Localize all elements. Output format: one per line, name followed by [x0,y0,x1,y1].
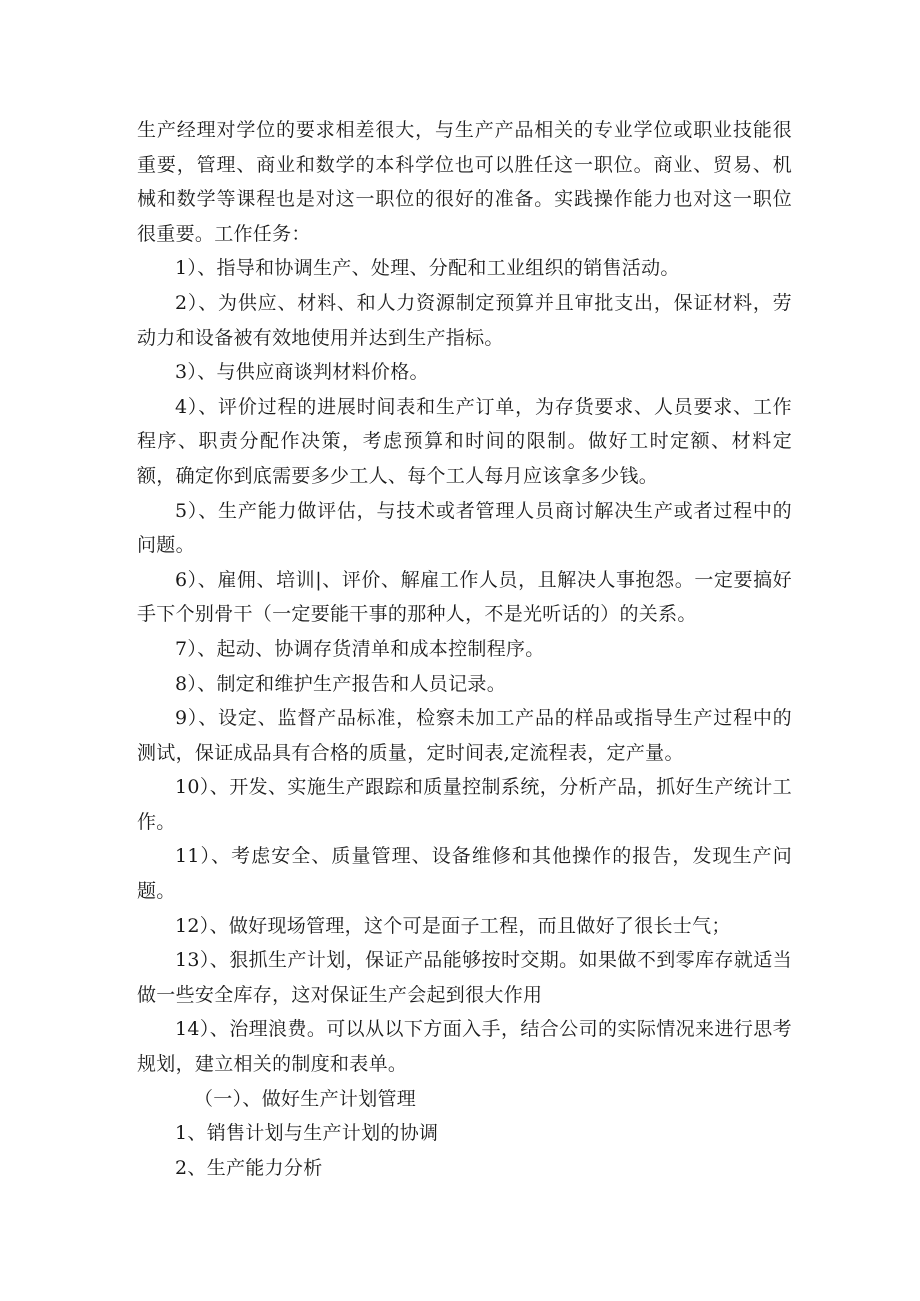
paragraph-intro: 生产经理对学位的要求相差很大，与生产产品相关的专业学位或职业技能很重要，管理、商业和数学的本科学位也可以胜任这一职位。商业、贸易、机械和数学等课程也是对这一职位的很好的准备。实践操作能力也对这一职位很重要。工作任务： [137,119,792,245]
section-heading: （一）、做好生产计划管理 [194,1087,417,1110]
document-body [137,113,792,1185]
task-item-2: 2）、为供应、材料、和人力资源制定预算并且审批支出，保证材料，劳动力和设备被有效地使用并达到生产指标。 [137,291,792,349]
task-item-9: 9）、设定、监督产品标准，检察未加工产品的样品或指导生产过程中的测试，保证成品具有合格的质量，定时间表,定流程表，定产量。 [137,707,792,764]
task-item-8: 8）、制定和维护生产报告和人员记录。 [175,672,506,695]
task-item-6: 6）、雇佣、培训|、评价、解雇工作人员，且解决人事抱怨。一定要搞好手下个别骨干（一定要能干事的那种人，不是光听话的）的关系。 [137,568,792,626]
sub-item-2: 2、生产能力分析 [175,1156,323,1179]
task-item-10: 10）、开发、实施生产跟踪和质量控制系统，分析产品，抓好生产统计工作。 [137,776,792,833]
task-item-11: 11）、考虑安全、质量管理、设备维修和其他操作的报告，发现生产问题。 [137,845,792,903]
task-item-7: 7）、起动、协调存货清单和成本控制程序。 [175,637,545,660]
task-item-5: 5）、生产能力做评估，与技术或者管理人员商讨解决生产或者过程中的问题。 [137,499,792,557]
task-item-4: 4）、评价过程的进展时间表和生产订单，为存货要求、人员要求、工作程序、职责分配作决策，考虑预算和时间的限制。做好工时定额、材料定额，确定你到底需要多少工人、每个工人每月应该拿多少钱。 [137,395,792,487]
task-item-13: 13）、狠抓生产计划，保证产品能够按时交期。如果做不到零库存就适当做一些安全库存，这对保证生产会起到很大作用 [137,949,792,1006]
sub-item-1: 1、销售计划与生产计划的协调 [175,1122,439,1145]
task-item-12: 12）、做好现场管理，这个可是面子工程，而且做好了很长士气； [175,914,731,937]
task-item-14: 14）、治理浪费。可以从以下方面入手，结合公司的实际情况来进行思考规划，建立相关的制度和表单。 [137,1018,792,1076]
task-item-1: 1）、指导和协调生产、处理、分配和工业组织的销售活动。 [175,257,680,280]
task-item-3: 3）、与供应商谈判材料价格。 [175,361,429,384]
